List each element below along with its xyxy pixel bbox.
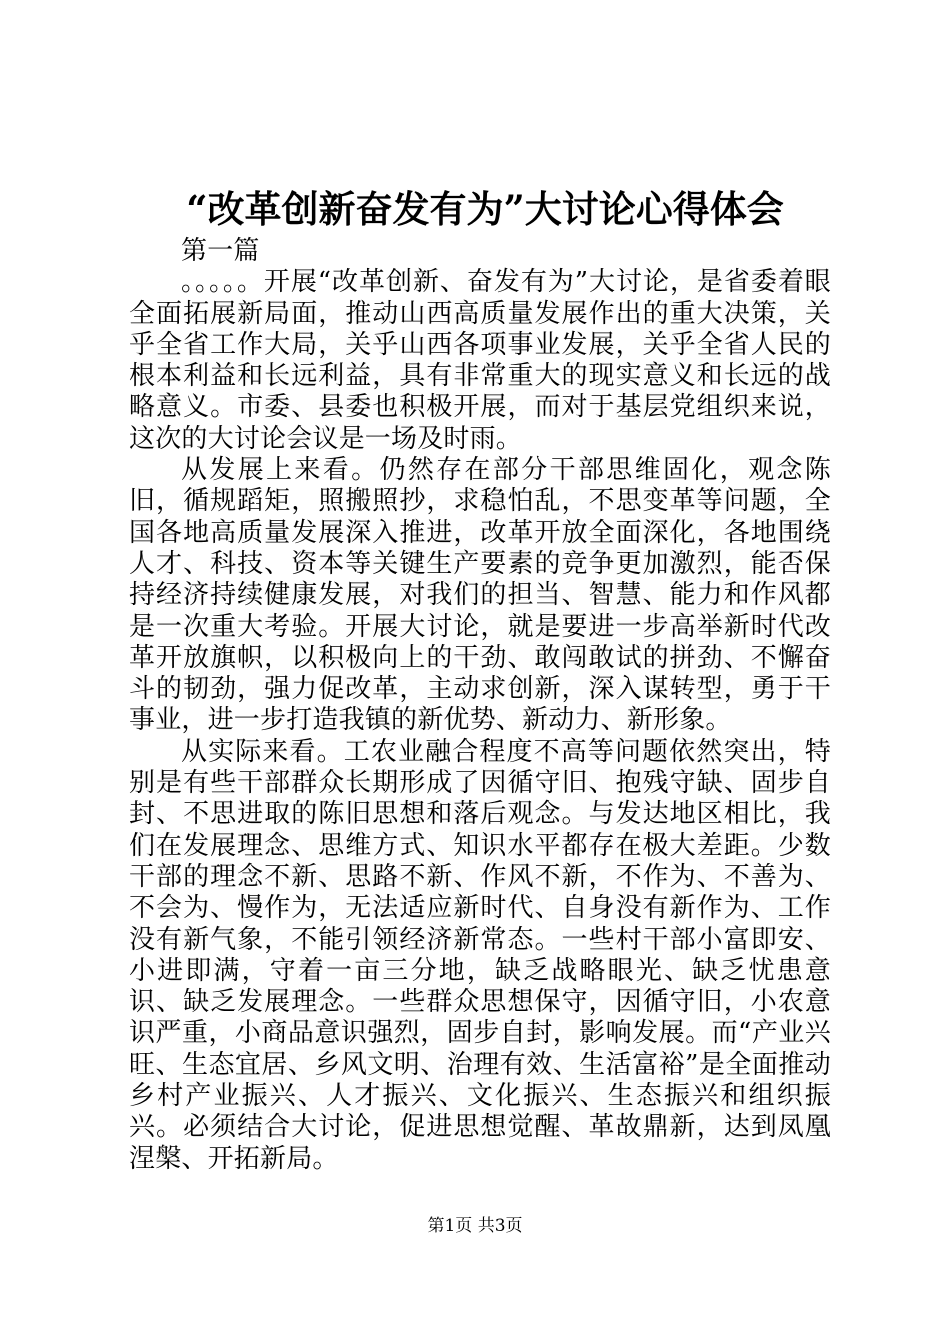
paragraph-2: 从发展上来看。仍然存在部分干部思维固化，观念陈旧，循规蹈矩，照搬照抄，求稳怕乱，不思变革等问题，全国各地高质量发展深入推进，改革开放全面深化，各地围绕人才、科技、资本等关键生产要素的竞争更加激烈，能否保持经济持续健康发展，对我们的担当、智慧、能力和作风都是一次重大考验。开展大讨论，就是要进一步高举新时代改革开放旗帜，以积极向上的干劲、敢闯敢试的拼劲、不懈奋斗的韧劲，强力促改革，主动求创新，深入谋转型，勇于干事业，进一步打造我镇的新优势、新动力、新形象。 (129, 455, 831, 736)
section-label: 第一篇 (181, 236, 260, 266)
page-footer: 第1页 共3页 (427, 1216, 523, 1236)
document-title: “改革创新奋发有为”大讨论心得体会 (186, 187, 784, 231)
document-body (129, 236, 831, 1175)
paragraph-3: 从实际来看。工农业融合程度不高等问题依然突出，特别是有些干部群众长期形成了因循守旧、抱残守缺、固步自封、不思进取的陈旧思想和落后观念。与发达地区相比，我们在发展理念、思维方式、知识水平都存在极大差距。少数干部的理念不新、思路不新、作风不新，不作为、不善为、不会为、慢作为，无法适应新时代、自身没有新作为、工作没有新气象，不能引领经济新常态。一些村干部小富即安、小进即满，守着一亩三分地，缺乏战略眼光、缺乏忧患意识、缺乏发展理念。一些群众思想保守，因循守旧，小农意识严重，小商品意识强烈，固步自封，影响发展。而“产业兴旺、生态宜居、乡风文明、治理有效、生活富裕”是全面推动乡村产业振兴、人才振兴、文化振兴、生态振兴和组织振兴。必须结合大讨论，促进思想觉醒、革故鼎新，达到凤凰涅槃、开拓新局。 (129, 736, 831, 1174)
paragraph-1: 。。。。。开展“改革创新、奋发有为”大讨论，是省委着眼全面拓展新局面，推动山西高质量发展作出的重大决策，关乎全省工作大局，关乎山西各项事业发展，关乎全省人民的根本利益和长远利益，具有非常重大的现实意义和长远的战略意义。市委、县委也积极开展，而对于基层党组织来说，这次的大讨论会议是一场及时雨。 (129, 267, 831, 454)
